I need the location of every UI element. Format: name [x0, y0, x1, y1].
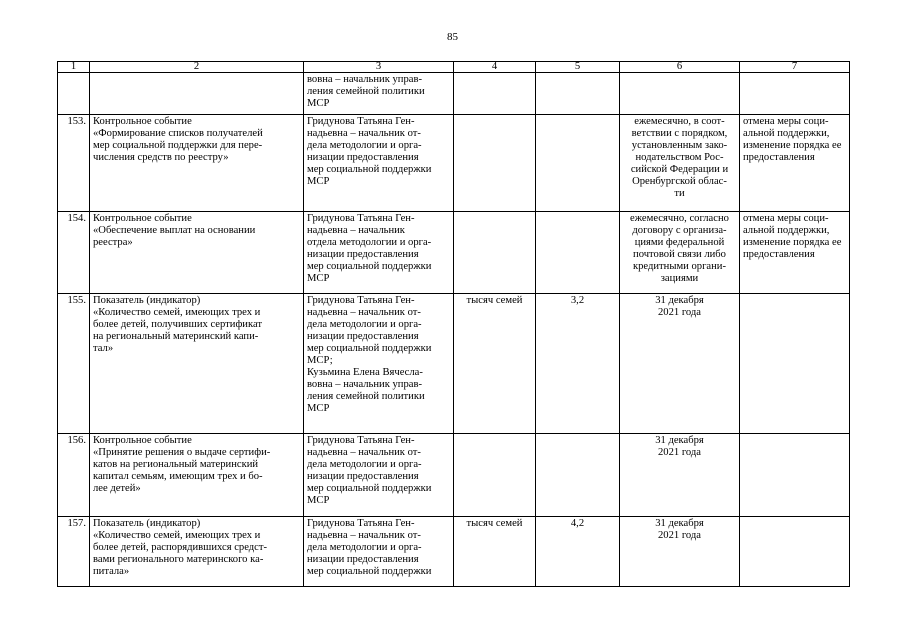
responsible-line: мер социальной поддержки [307, 343, 432, 354]
responsible-line: мер социальной поддержки [307, 566, 432, 577]
risk-cell [740, 115, 850, 212]
event-line: «Количество семей, имеющих трех и [93, 530, 261, 541]
deadline-line: договору с организа- [632, 225, 727, 236]
responsible-line: отдела методологии и орга- [307, 237, 432, 248]
event-line: числения средств по реестру» [93, 152, 229, 163]
risk-cell [740, 212, 850, 294]
row-number-cell: 154. [58, 212, 90, 294]
responsible-line: мер социальной поддержки [307, 164, 432, 175]
event-line: Контрольное событие [93, 116, 192, 127]
header-row [58, 62, 850, 73]
header-cell: 6 [620, 62, 740, 73]
unit-cell [454, 434, 536, 517]
responsible-line: Гридунова Татьяна Ген- [307, 295, 415, 306]
event-line: «Обеспечение выплат на основании [93, 225, 256, 236]
event-cell [90, 115, 304, 212]
table-row [58, 73, 850, 115]
deadline-line: 31 декабря [655, 435, 704, 446]
responsible-line: дела методологии и орга- [307, 459, 422, 470]
risk-cell [740, 434, 850, 517]
deadline-line: нодательством Рос- [635, 152, 724, 163]
responsible-cell [304, 434, 454, 517]
responsible-line: ления семейной политики [307, 391, 425, 402]
event-line: «Принятие решения о выдаче сертифи- [93, 447, 271, 458]
responsible-line: мер социальной поддержки [307, 261, 432, 272]
event-line: более детей, получивших сертификат [93, 319, 263, 330]
header-cell: 4 [454, 62, 536, 73]
row-number-cell [58, 73, 90, 115]
value-cell [536, 434, 620, 517]
responsible-line: надьевна – начальник от- [307, 128, 421, 139]
event-line: мер социальной поддержки для пере- [93, 140, 263, 151]
unit-cell: тысяч семей [454, 294, 536, 434]
table-row [58, 294, 850, 434]
event-line: тал» [93, 343, 114, 354]
page-number: 85 [447, 31, 458, 43]
responsible-line: дела методологии и орга- [307, 542, 422, 553]
deadline-line: циями федеральной [634, 237, 725, 248]
event-cell [90, 517, 304, 587]
deadline-line: 2021 года [657, 530, 701, 541]
responsible-line: вовна – начальник управ- [307, 379, 423, 390]
event-line: реестра» [93, 237, 133, 248]
responsible-line: МСР [307, 495, 330, 506]
risk-line: отмена меры соци- [743, 116, 829, 127]
responsible-line: вовна – начальник управ- [307, 74, 423, 85]
table-row [58, 517, 850, 587]
risk-line: изменение порядка ее [743, 140, 842, 151]
responsible-line: низации предоставления [307, 471, 419, 482]
plan-table [57, 61, 850, 587]
deadline-line: 31 декабря [655, 295, 704, 306]
header-cell: 3 [304, 62, 454, 73]
risk-cell [740, 73, 850, 115]
event-line: более детей, распорядившихся средст- [93, 542, 268, 553]
unit-cell [454, 115, 536, 212]
event-line: на региональный материнский капи- [93, 331, 259, 342]
responsible-line: надьевна – начальник от- [307, 447, 421, 458]
responsible-cell [304, 73, 454, 115]
event-cell [90, 294, 304, 434]
responsible-line: низации предоставления [307, 554, 419, 565]
deadline-line: Оренбургской облас- [632, 176, 727, 187]
responsible-line: надьевна – начальник от- [307, 530, 421, 541]
row-number-cell: 156. [58, 434, 90, 517]
value-cell: 3,2 [536, 294, 620, 434]
event-line: питала» [93, 566, 130, 577]
event-cell [90, 212, 304, 294]
risk-line: предоставления [743, 152, 815, 163]
header-cell: 2 [90, 62, 304, 73]
table-row [58, 212, 850, 294]
event-line: «Формирование списков получателей [93, 128, 263, 139]
deadline-cell [620, 294, 740, 434]
responsible-line: низации предоставления [307, 249, 419, 260]
responsible-line: ления семейной политики [307, 86, 425, 97]
deadline-line: 2021 года [657, 307, 701, 318]
event-cell [90, 73, 304, 115]
risk-line: альной поддержки, [743, 225, 830, 236]
risk-line: отмена меры соци- [743, 213, 829, 224]
responsible-line: МСР [307, 98, 330, 109]
deadline-cell [620, 212, 740, 294]
event-line: «Количество семей, имеющих трех и [93, 307, 261, 318]
responsible-line: дела методологии и орга- [307, 319, 422, 330]
responsible-line: МСР [307, 403, 330, 414]
event-cell [90, 434, 304, 517]
deadline-cell [620, 434, 740, 517]
table-row [58, 434, 850, 517]
unit-cell [454, 212, 536, 294]
responsible-line: надьевна – начальник от- [307, 307, 421, 318]
unit-cell [454, 73, 536, 115]
responsible-line: низации предоставления [307, 152, 419, 163]
event-line: лее детей» [93, 483, 141, 494]
value-cell: 4,2 [536, 517, 620, 587]
responsible-line: мер социальной поддержки [307, 483, 432, 494]
event-line: вами регионального материнского ка- [93, 554, 264, 565]
row-number-cell: 153. [58, 115, 90, 212]
header-cell: 7 [740, 62, 850, 73]
deadline-line: ти [674, 188, 685, 199]
responsible-cell [304, 294, 454, 434]
risk-line: изменение порядка ее [743, 237, 842, 248]
event-line: Показатель (индикатор) [93, 518, 201, 529]
risk-line: предоставления [743, 249, 815, 260]
event-line: Контрольное событие [93, 213, 192, 224]
responsible-cell [304, 517, 454, 587]
responsible-line: Гридунова Татьяна Ген- [307, 213, 415, 224]
responsible-line: МСР [307, 176, 330, 187]
row-number-cell: 155. [58, 294, 90, 434]
deadline-line: кредитными органи- [632, 261, 726, 272]
responsible-line: надьевна – начальник [307, 225, 405, 236]
row-number-cell: 157. [58, 517, 90, 587]
header-cell: 1 [58, 62, 90, 73]
unit-cell: тысяч семей [454, 517, 536, 587]
deadline-line: сийской Федерации и [630, 164, 729, 175]
event-line: Контрольное событие [93, 435, 192, 446]
deadline-line: ежемесячно, в соот- [634, 116, 725, 127]
deadline-line: 2021 года [657, 447, 701, 458]
responsible-line: низации предоставления [307, 331, 419, 342]
event-line: катов на региональный материнский [93, 459, 259, 470]
table-row [58, 115, 850, 212]
header-cell: 5 [536, 62, 620, 73]
deadline-line: почтовой связи либо [633, 249, 726, 260]
deadline-line: 31 декабря [655, 518, 704, 529]
deadline-line: установленным зако- [631, 140, 728, 151]
deadline-line: ежемесячно, согласно [630, 213, 729, 224]
responsible-line: МСР; [307, 355, 333, 366]
deadline-line: зациями [660, 273, 699, 284]
event-line: капитал семьям, имеющим трех и бо- [93, 471, 263, 482]
risk-cell [740, 294, 850, 434]
deadline-line: ветствии с порядком, [631, 128, 728, 139]
responsible-cell [304, 212, 454, 294]
table-body [58, 73, 850, 587]
deadline-cell [620, 115, 740, 212]
value-cell [536, 115, 620, 212]
deadline-cell [620, 517, 740, 587]
risk-cell [740, 517, 850, 587]
deadline-cell [620, 73, 740, 115]
responsible-line: Гридунова Татьяна Ген- [307, 518, 415, 529]
responsible-line: дела методологии и орга- [307, 140, 422, 151]
responsible-cell [304, 115, 454, 212]
value-cell [536, 212, 620, 294]
risk-line: альной поддержки, [743, 128, 830, 139]
responsible-line: МСР [307, 273, 330, 284]
responsible-line: Гридунова Татьяна Ген- [307, 435, 415, 446]
responsible-line: Гридунова Татьяна Ген- [307, 116, 415, 127]
responsible-line: Кузьмина Елена Вячесла- [307, 367, 423, 378]
event-line: Показатель (индикатор) [93, 295, 201, 306]
value-cell [536, 73, 620, 115]
